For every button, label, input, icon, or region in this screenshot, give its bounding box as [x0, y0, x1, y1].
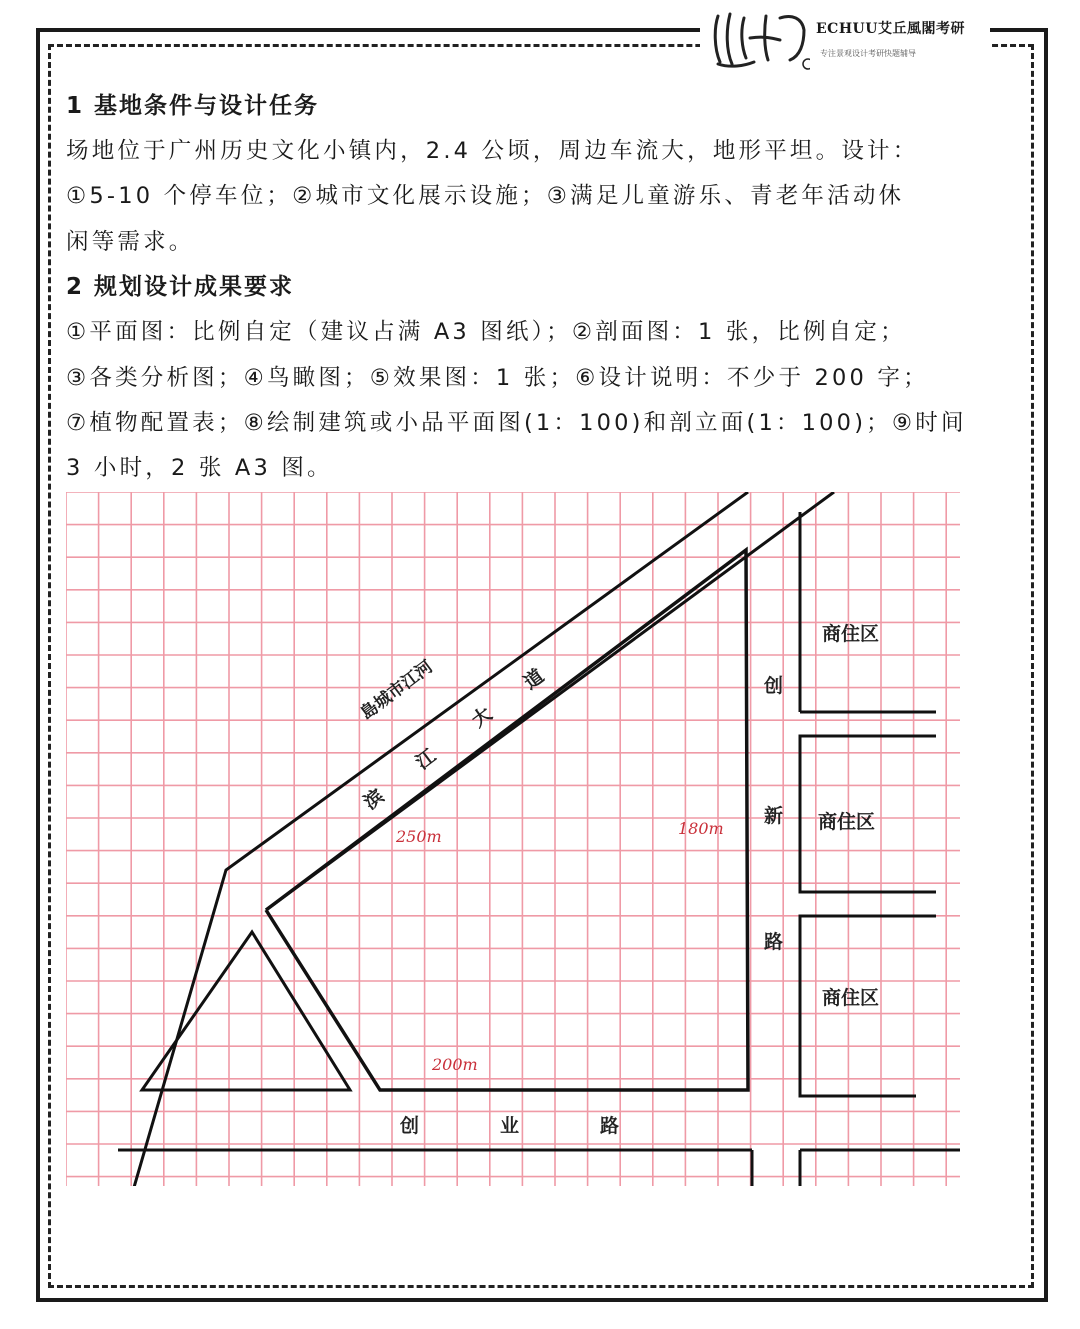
section2-title: 2 规划设计成果要求	[66, 274, 295, 301]
residential-label-3: 商住区	[822, 987, 880, 1009]
section1-line-2: ①5-10 个停车位；②城市文化展示设施；③满足儿童游乐、青老年活动休	[66, 183, 905, 210]
road-bottom-char-3: 路	[600, 1115, 620, 1137]
road-right-char-2: 新	[764, 805, 784, 827]
avenue-char-4: 道	[519, 664, 549, 694]
avenue-char-1: 滨	[359, 784, 389, 814]
site-boundary	[266, 550, 748, 1090]
residential-label-2: 商住区	[818, 811, 876, 833]
road-lines	[70, 492, 960, 1186]
river-label: 島城市江河	[356, 656, 437, 724]
logo-tagline: 专注景观设计考研快题辅导	[820, 49, 916, 58]
section2-line-4: 3 小时，2 张 A3 图。	[66, 455, 333, 482]
section1-title: 1 基地条件与设计任务	[66, 93, 320, 119]
brand-logo	[700, 4, 990, 74]
dim-bottom: 200m	[432, 1055, 478, 1074]
dim-hypotenuse: 250m	[396, 827, 442, 846]
corner-plot	[142, 932, 350, 1090]
section2-line-2: ③各类分析图；④鸟瞰图；⑤效果图：1 张；⑥设计说明：不少于 200 字；	[66, 364, 929, 391]
section1-line-1: 场地位于广州历史文化小镇内，2.4 公顷，周边车流大，地形平坦。设计：	[66, 138, 919, 164]
logo-brand-text: ECHUU艾丘風閣考研	[816, 21, 965, 37]
avenue-char-2: 江	[411, 744, 441, 774]
dim-right-side: 180m	[678, 819, 724, 838]
road-bottom-char-2: 业	[500, 1115, 520, 1137]
residential-label-1: 商住区	[822, 623, 880, 645]
grid-background	[66, 492, 960, 1186]
site-plan-svg	[66, 492, 960, 1186]
task-text	[66, 84, 1016, 492]
site-plan-map	[66, 492, 960, 1186]
section2-line-3: ⑦植物配置表；⑧绘制建筑或小品平面图(1：100)和剖立面(1：100)；⑨时间	[66, 410, 967, 437]
logo-mark-icon	[710, 8, 810, 70]
road-right-char-3: 路	[764, 931, 784, 953]
road-right-char-1: 创	[764, 675, 784, 697]
section2-line-1: ①平面图：比例自定（建议占满 A3 图纸）；②剖面图：1 张，比例自定；	[66, 319, 906, 346]
avenue-char-3: 大	[467, 702, 497, 732]
section1-line-3: 闲等需求。	[66, 228, 195, 255]
road-bottom-char-1: 创	[400, 1115, 420, 1137]
